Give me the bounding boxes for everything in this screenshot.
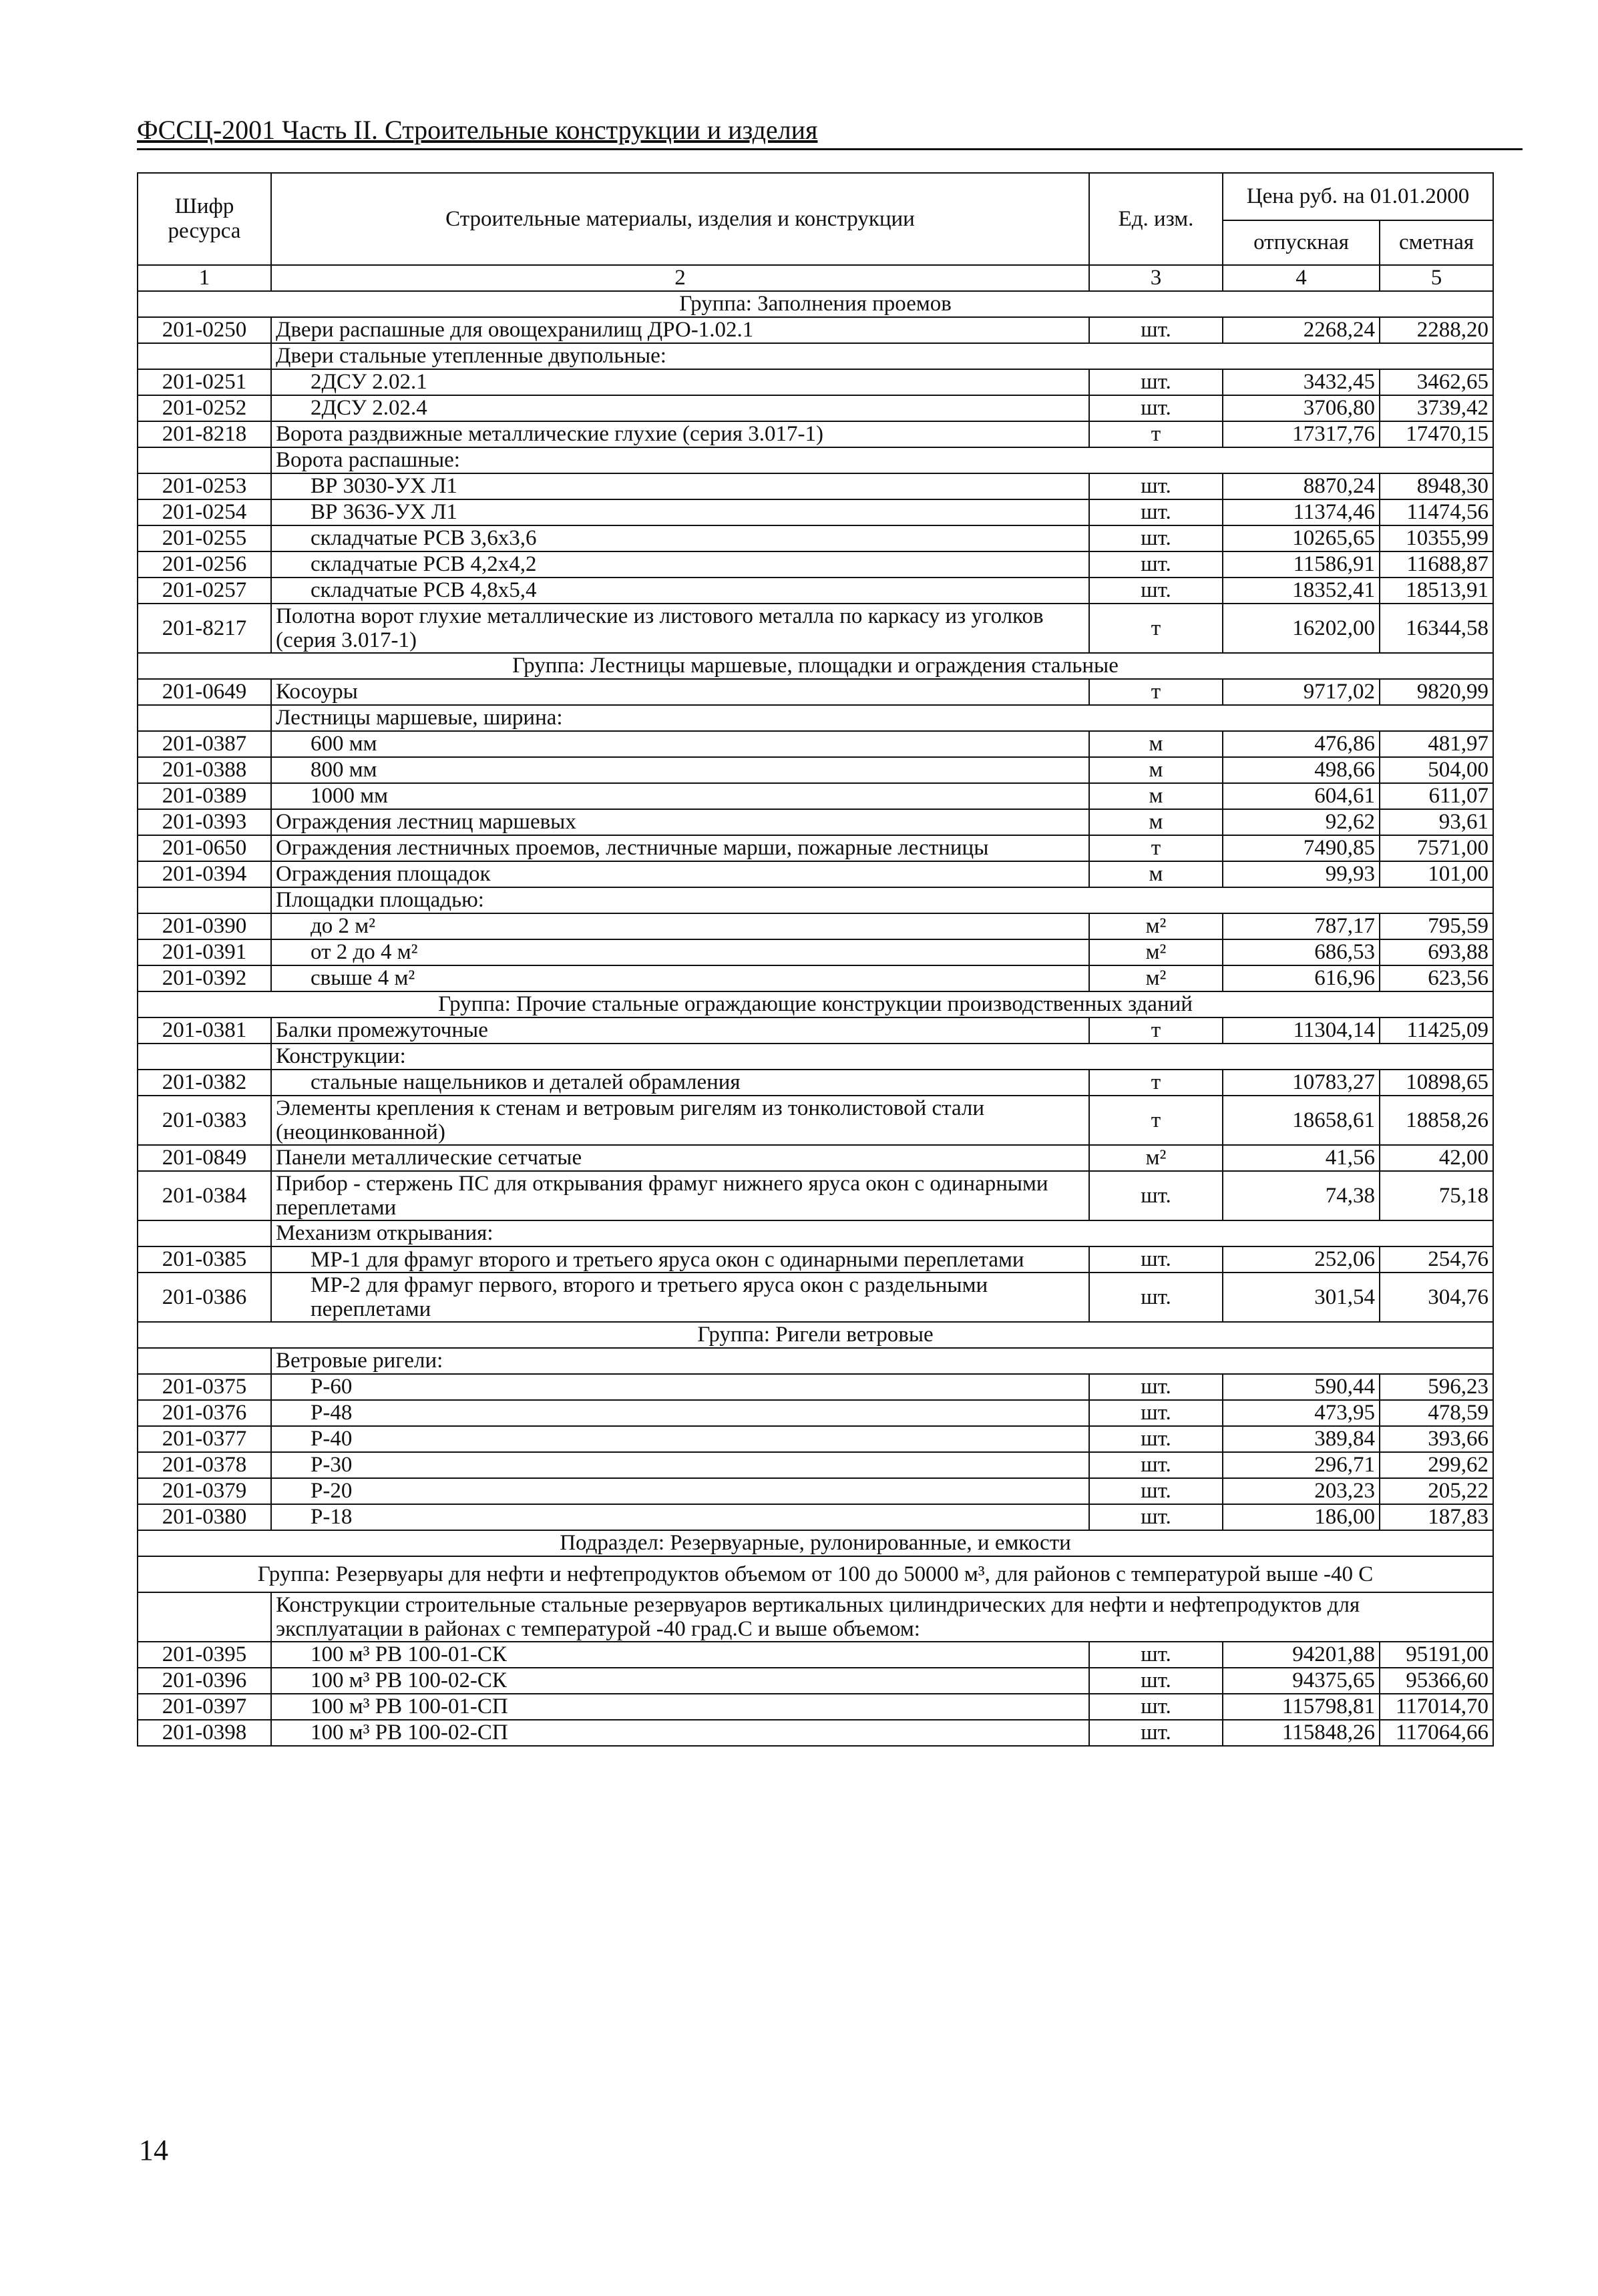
release-price: 17317,76	[1223, 421, 1380, 447]
release-price: 473,95	[1223, 1400, 1380, 1426]
table-row	[138, 1246, 1493, 1273]
code-cell	[138, 887, 271, 913]
code-cell	[138, 447, 271, 473]
estimate-price: 11474,56	[1380, 499, 1493, 525]
material-name: Панели металлические сетчатые	[271, 1145, 1089, 1171]
release-price: 186,00	[1223, 1504, 1380, 1530]
release-price: 296,71	[1223, 1452, 1380, 1478]
table-row	[138, 525, 1493, 551]
estimate-price: 16344,58	[1380, 604, 1493, 653]
material-name: стальные нащельников и деталей обрамления	[271, 1070, 1089, 1096]
estimate-price: 95191,00	[1380, 1642, 1493, 1668]
table-row	[138, 421, 1493, 447]
release-price: 10265,65	[1223, 525, 1380, 551]
release-price: 252,06	[1223, 1246, 1380, 1273]
page-header	[137, 115, 1523, 150]
unit-cell: м²	[1089, 1145, 1223, 1171]
table-row	[138, 578, 1493, 604]
material-name: Р-20	[271, 1478, 1089, 1504]
subheading-text: Конструкции строительные стальные резервуаров вертикальных цилиндрических для нефти и нефтепродуктов для эксплуатации в районах с температурой -40 град.С и выше объемом:	[271, 1592, 1493, 1642]
estimate-price: 101,00	[1380, 861, 1493, 887]
unit-cell: шт.	[1089, 1273, 1223, 1322]
code-cell	[138, 343, 271, 369]
material-name: ВР 3030-УХ Л1	[271, 473, 1089, 499]
unit-cell: шт.	[1089, 1668, 1223, 1694]
release-price: 11374,46	[1223, 499, 1380, 525]
resource-code: 201-0380	[138, 1504, 271, 1530]
release-price: 7490,85	[1223, 835, 1380, 861]
page-number: 14	[139, 2134, 168, 2166]
unit-cell: м²	[1089, 913, 1223, 939]
estimate-price: 11425,09	[1380, 1017, 1493, 1044]
unit-cell: шт.	[1089, 499, 1223, 525]
unit-cell: м	[1089, 731, 1223, 757]
code-cell	[138, 1044, 271, 1070]
header-index-cell: 2	[271, 265, 1089, 291]
header-estimate: сметная	[1380, 220, 1493, 265]
resource-code: 201-0384	[138, 1171, 271, 1220]
material-name: 100 м³ РВ 100-01-СП	[271, 1694, 1089, 1720]
release-price: 2268,24	[1223, 317, 1380, 343]
unit-cell: шт.	[1089, 473, 1223, 499]
material-name: Р-18	[271, 1504, 1089, 1530]
resource-code: 201-0392	[138, 965, 271, 991]
subheading-row	[138, 1220, 1493, 1246]
resource-code: 201-0396	[138, 1668, 271, 1694]
material-name: Косоуры	[271, 679, 1089, 705]
material-name: Балки промежуточные	[271, 1017, 1089, 1044]
estimate-price: 393,66	[1380, 1426, 1493, 1452]
subsection-heading: Подраздел: Резервуарные, рулонированные, и емкости	[138, 1530, 1493, 1556]
resource-code: 201-0394	[138, 861, 271, 887]
group-heading-row	[138, 1556, 1493, 1592]
release-price: 301,54	[1223, 1273, 1380, 1322]
unit-cell: шт.	[1089, 1171, 1223, 1220]
unit-cell: т	[1089, 1096, 1223, 1145]
code-cell	[138, 1220, 271, 1246]
subheading-text: Площадки площадью:	[271, 887, 1493, 913]
resource-code: 201-0393	[138, 809, 271, 835]
unit-cell: т	[1089, 421, 1223, 447]
unit-cell: шт.	[1089, 1720, 1223, 1746]
release-price: 94375,65	[1223, 1668, 1380, 1694]
table-row	[138, 1720, 1493, 1746]
group-heading: Группа: Ригели ветровые	[138, 1322, 1493, 1348]
price-table	[137, 172, 1494, 1747]
resource-code: 201-0381	[138, 1017, 271, 1044]
resource-code: 201-0387	[138, 731, 271, 757]
material-name: 100 м³ РВ 100-01-СК	[271, 1642, 1089, 1668]
resource-code: 201-8217	[138, 604, 271, 653]
resource-code: 201-0386	[138, 1273, 271, 1322]
table-row	[138, 551, 1493, 578]
unit-cell: м	[1089, 809, 1223, 835]
table-row	[138, 1171, 1493, 1220]
release-price: 787,17	[1223, 913, 1380, 939]
resource-code: 201-0375	[138, 1374, 271, 1400]
estimate-price: 7571,00	[1380, 835, 1493, 861]
table-row	[138, 1273, 1493, 1322]
material-name: складчатые РСВ 4,2х4,2	[271, 551, 1089, 578]
release-price: 11586,91	[1223, 551, 1380, 578]
resource-code: 201-0388	[138, 757, 271, 783]
unit-cell: шт.	[1089, 1478, 1223, 1504]
table-row	[138, 1642, 1493, 1668]
unit-cell: т	[1089, 1070, 1223, 1096]
estimate-price: 18513,91	[1380, 578, 1493, 604]
estimate-price: 42,00	[1380, 1145, 1493, 1171]
price-table-header	[138, 173, 1493, 291]
estimate-price: 3739,42	[1380, 395, 1493, 421]
table-row	[138, 861, 1493, 887]
subheading-text: Конструкции:	[271, 1044, 1493, 1070]
header-index-row	[138, 265, 1493, 291]
material-name: складчатые РСВ 3,6х3,6	[271, 525, 1089, 551]
header-unit: Ед. изм.	[1089, 173, 1223, 265]
header-index-cell: 3	[1089, 265, 1223, 291]
subheading-text: Лестницы маршевые, ширина:	[271, 705, 1493, 731]
unit-cell: шт.	[1089, 1694, 1223, 1720]
release-price: 115798,81	[1223, 1694, 1380, 1720]
release-price: 616,96	[1223, 965, 1380, 991]
resource-code: 201-0389	[138, 783, 271, 809]
table-row	[138, 731, 1493, 757]
resource-code: 201-0256	[138, 551, 271, 578]
resource-code: 201-0383	[138, 1096, 271, 1145]
resource-code: 201-0376	[138, 1400, 271, 1426]
estimate-price: 11688,87	[1380, 551, 1493, 578]
unit-cell: м	[1089, 783, 1223, 809]
unit-cell: шт.	[1089, 1642, 1223, 1668]
unit-cell: шт.	[1089, 1426, 1223, 1452]
table-row	[138, 809, 1493, 835]
release-price: 498,66	[1223, 757, 1380, 783]
release-price: 41,56	[1223, 1145, 1380, 1171]
resource-code: 201-0377	[138, 1426, 271, 1452]
group-heading-row	[138, 653, 1493, 679]
estimate-price: 2288,20	[1380, 317, 1493, 343]
resource-code: 201-0250	[138, 317, 271, 343]
release-price: 11304,14	[1223, 1017, 1380, 1044]
resource-code: 201-0255	[138, 525, 271, 551]
material-name: 600 мм	[271, 731, 1089, 757]
subheading-row	[138, 705, 1493, 731]
estimate-price: 623,56	[1380, 965, 1493, 991]
group-heading-row	[138, 991, 1493, 1017]
group-heading-row	[138, 1322, 1493, 1348]
table-row	[138, 835, 1493, 861]
estimate-price: 3462,65	[1380, 369, 1493, 395]
estimate-price: 8948,30	[1380, 473, 1493, 499]
unit-cell: шт.	[1089, 1400, 1223, 1426]
estimate-price: 304,76	[1380, 1273, 1493, 1322]
material-name: Ворота раздвижные металлические глухие (серия 3.017-1)	[271, 421, 1089, 447]
group-heading: Группа: Заполнения проемов	[138, 291, 1493, 317]
group-heading: Группа: Резервуары для нефти и нефтепродуктов объемом от 100 до 50000 м³, для районов с температурой выше -40 С	[138, 1556, 1493, 1592]
unit-cell: шт.	[1089, 551, 1223, 578]
unit-cell: шт.	[1089, 369, 1223, 395]
estimate-price: 299,62	[1380, 1452, 1493, 1478]
page-header-title: ФССЦ-2001 Часть II. Строительные конструкции и изделия	[137, 115, 818, 145]
release-price: 590,44	[1223, 1374, 1380, 1400]
header-index-cell: 4	[1223, 265, 1380, 291]
estimate-price: 10355,99	[1380, 525, 1493, 551]
resource-code: 201-0254	[138, 499, 271, 525]
release-price: 389,84	[1223, 1426, 1380, 1452]
material-name: Элементы крепления к стенам и ветровым ригелям из тонколистовой стали (неоцинкованной)	[271, 1096, 1089, 1145]
table-row	[138, 1374, 1493, 1400]
subheading-text: Механизм открывания:	[271, 1220, 1493, 1246]
release-price: 74,38	[1223, 1171, 1380, 1220]
material-name: 800 мм	[271, 757, 1089, 783]
table-row	[138, 1017, 1493, 1044]
unit-cell: шт.	[1089, 1452, 1223, 1478]
subsection-heading-row	[138, 1530, 1493, 1556]
estimate-price: 117064,66	[1380, 1720, 1493, 1746]
release-price: 92,62	[1223, 809, 1380, 835]
release-price: 8870,24	[1223, 473, 1380, 499]
estimate-price: 205,22	[1380, 1478, 1493, 1504]
resource-code: 201-0391	[138, 939, 271, 965]
unit-cell: т	[1089, 679, 1223, 705]
group-heading: Группа: Прочие стальные ограждающие конструкции производственных зданий	[138, 991, 1493, 1017]
unit-cell: шт.	[1089, 1246, 1223, 1273]
material-name: ВР 3636-УХ Л1	[271, 499, 1089, 525]
table-row	[138, 1504, 1493, 1530]
material-name: Р-40	[271, 1426, 1089, 1452]
header-name: Строительные материалы, изделия и конструкции	[271, 173, 1089, 265]
subheading-row	[138, 447, 1493, 473]
subheading-text: Ворота распашные:	[271, 447, 1493, 473]
table-row	[138, 369, 1493, 395]
material-name: до 2 м²	[271, 913, 1089, 939]
table-row	[138, 1668, 1493, 1694]
material-name: Р-60	[271, 1374, 1089, 1400]
estimate-price: 9820,99	[1380, 679, 1493, 705]
unit-cell: шт.	[1089, 1504, 1223, 1530]
table-row	[138, 1070, 1493, 1096]
release-price: 16202,00	[1223, 604, 1380, 653]
table-row	[138, 1096, 1493, 1145]
resource-code: 201-0397	[138, 1694, 271, 1720]
material-name: 1000 мм	[271, 783, 1089, 809]
estimate-price: 478,59	[1380, 1400, 1493, 1426]
header-index-cell: 5	[1380, 265, 1493, 291]
unit-cell: шт.	[1089, 525, 1223, 551]
material-name: МР-2 для фрамуг первого, второго и третьего яруса окон с раздельными переплетами	[271, 1273, 1089, 1322]
release-price: 115848,26	[1223, 1720, 1380, 1746]
unit-cell: т	[1089, 604, 1223, 653]
unit-cell: м²	[1089, 965, 1223, 991]
resource-code: 201-0253	[138, 473, 271, 499]
unit-cell: шт.	[1089, 578, 1223, 604]
resource-code: 201-0382	[138, 1070, 271, 1096]
release-price: 3432,45	[1223, 369, 1380, 395]
release-price: 18352,41	[1223, 578, 1380, 604]
subheading-text: Ветровые ригели:	[271, 1348, 1493, 1374]
release-price: 3706,80	[1223, 395, 1380, 421]
resource-code: 201-0395	[138, 1642, 271, 1668]
estimate-price: 10898,65	[1380, 1070, 1493, 1096]
resource-code: 201-0398	[138, 1720, 271, 1746]
estimate-price: 187,83	[1380, 1504, 1493, 1530]
table-row	[138, 395, 1493, 421]
unit-cell: м	[1089, 757, 1223, 783]
material-name: Полотна ворот глухие металлические из листового металла по каркасу из уголков (серия 3.017-1)	[271, 604, 1089, 653]
release-price: 476,86	[1223, 731, 1380, 757]
table-row	[138, 499, 1493, 525]
material-name: от 2 до 4 м²	[271, 939, 1089, 965]
unit-cell: шт.	[1089, 317, 1223, 343]
material-name: свыше 4 м²	[271, 965, 1089, 991]
table-row	[138, 1145, 1493, 1171]
table-row	[138, 757, 1493, 783]
table-row	[138, 913, 1493, 939]
table-row	[138, 604, 1493, 653]
table-row	[138, 1694, 1493, 1720]
estimate-price: 254,76	[1380, 1246, 1493, 1273]
resource-code: 201-0378	[138, 1452, 271, 1478]
resource-code: 201-0649	[138, 679, 271, 705]
release-price: 203,23	[1223, 1478, 1380, 1504]
price-table-body	[138, 291, 1493, 1746]
table-row	[138, 1478, 1493, 1504]
release-price: 99,93	[1223, 861, 1380, 887]
unit-cell: т	[1089, 835, 1223, 861]
material-name: 2ДСУ 2.02.4	[271, 395, 1089, 421]
table-row	[138, 939, 1493, 965]
release-price: 94201,88	[1223, 1642, 1380, 1668]
material-name: Двери распашные для овощехранилищ ДРО-1.02.1	[271, 317, 1089, 343]
estimate-price: 693,88	[1380, 939, 1493, 965]
resource-code: 201-0650	[138, 835, 271, 861]
unit-cell: шт.	[1089, 395, 1223, 421]
subheading-row	[138, 1044, 1493, 1070]
group-heading: Группа: Лестницы маршевые, площадки и ограждения стальные	[138, 653, 1493, 679]
unit-cell: шт.	[1089, 1374, 1223, 1400]
table-row	[138, 783, 1493, 809]
resource-code: 201-0251	[138, 369, 271, 395]
estimate-price: 117014,70	[1380, 1694, 1493, 1720]
material-name: Р-48	[271, 1400, 1089, 1426]
header-release: отпускная	[1223, 220, 1380, 265]
estimate-price: 795,59	[1380, 913, 1493, 939]
estimate-price: 611,07	[1380, 783, 1493, 809]
unit-cell: м²	[1089, 939, 1223, 965]
release-price: 10783,27	[1223, 1070, 1380, 1096]
header-price: Цена руб. на 01.01.2000	[1223, 173, 1493, 220]
resource-code: 201-0257	[138, 578, 271, 604]
unit-cell: т	[1089, 1017, 1223, 1044]
release-price: 604,61	[1223, 783, 1380, 809]
resource-code: 201-0379	[138, 1478, 271, 1504]
table-row	[138, 1452, 1493, 1478]
release-price: 18658,61	[1223, 1096, 1380, 1145]
estimate-price: 75,18	[1380, 1171, 1493, 1220]
code-cell	[138, 705, 271, 731]
estimate-price: 596,23	[1380, 1374, 1493, 1400]
resource-code: 201-0252	[138, 395, 271, 421]
material-name: Ограждения лестниц маршевых	[271, 809, 1089, 835]
material-name: 100 м³ РВ 100-02-СК	[271, 1668, 1089, 1694]
table-row	[138, 1426, 1493, 1452]
material-name: складчатые РСВ 4,8х5,4	[271, 578, 1089, 604]
subheading-row	[138, 1592, 1493, 1642]
header-code: Шифр ресурса	[138, 173, 271, 265]
material-name: МР-1 для фрамуг второго и третьего яруса окон с одинарными переплетами	[271, 1246, 1089, 1273]
release-price: 686,53	[1223, 939, 1380, 965]
material-name: Ограждения лестничных проемов, лестничные марши, пожарные лестницы	[271, 835, 1089, 861]
material-name: Р-30	[271, 1452, 1089, 1478]
unit-cell: м	[1089, 861, 1223, 887]
estimate-price: 481,97	[1380, 731, 1493, 757]
subheading-row	[138, 343, 1493, 369]
resource-code: 201-0849	[138, 1145, 271, 1171]
group-heading-row	[138, 291, 1493, 317]
material-name: Ограждения площадок	[271, 861, 1089, 887]
estimate-price: 93,61	[1380, 809, 1493, 835]
material-name: Прибор - стержень ПС для открывания фрамуг нижнего яруса окон с одинарными переплетами	[271, 1171, 1089, 1220]
release-price: 9717,02	[1223, 679, 1380, 705]
material-name: 100 м³ РВ 100-02-СП	[271, 1720, 1089, 1746]
resource-code: 201-8218	[138, 421, 271, 447]
table-row	[138, 965, 1493, 991]
code-cell	[138, 1592, 271, 1642]
subheading-row	[138, 887, 1493, 913]
header-index-cell: 1	[138, 265, 271, 291]
code-cell	[138, 1348, 271, 1374]
table-row	[138, 679, 1493, 705]
estimate-price: 95366,60	[1380, 1668, 1493, 1694]
estimate-price: 18858,26	[1380, 1096, 1493, 1145]
table-row	[138, 473, 1493, 499]
resource-code: 201-0390	[138, 913, 271, 939]
subheading-text: Двери стальные утепленные двупольные:	[271, 343, 1493, 369]
subheading-row	[138, 1348, 1493, 1374]
estimate-price: 504,00	[1380, 757, 1493, 783]
table-row	[138, 1400, 1493, 1426]
table-row	[138, 317, 1493, 343]
material-name: 2ДСУ 2.02.1	[271, 369, 1089, 395]
estimate-price: 17470,15	[1380, 421, 1493, 447]
resource-code: 201-0385	[138, 1246, 271, 1273]
